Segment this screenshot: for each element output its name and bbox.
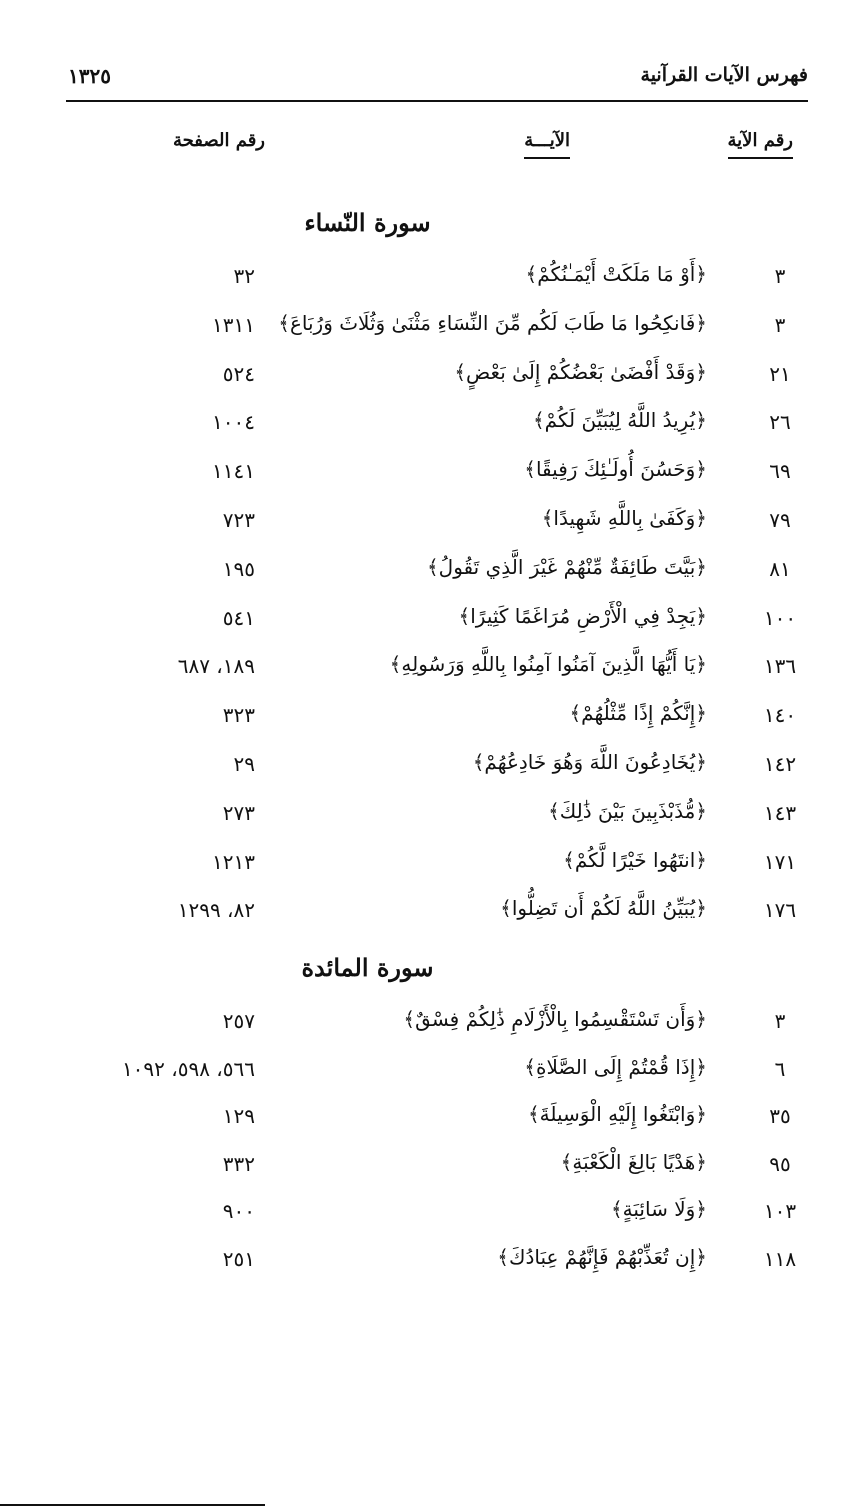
index-row: [0, 502, 855, 542]
verse-text: ﴿مُّذَبْذَبِينَ بَيْنَ ذَٰلِكَ﴾: [548, 799, 707, 823]
verse-text: ﴿يُبَيِّنُ اللَّهُ لَكُمْ أَن تَضِلُّوا﴾: [500, 896, 707, 920]
verse-number: ١٧٦: [763, 898, 797, 922]
column-headers: [0, 130, 855, 170]
verse-number: ٩٥: [769, 1152, 791, 1176]
header-page-number: ١٣٢٥: [68, 64, 111, 88]
page-reference: ٣٢: [233, 264, 255, 288]
page-reference: ٧٢٣: [222, 508, 255, 532]
verse-number: ٧٩: [769, 508, 791, 532]
verse-text: ﴿إِن تُعَذِّبْهُمْ فَإِنَّهُمْ عِبَادُكَ﴾: [497, 1245, 707, 1269]
index-row: [0, 1003, 855, 1043]
verse-number: ٢١: [769, 362, 791, 386]
verse-number: ١٠٠: [763, 606, 797, 630]
verse-text: ﴿يَجِدْ فِي الْأَرْضِ مُرَاغَمًا كَثِيرًا﴾: [458, 604, 707, 628]
verse-number: ٣٥: [769, 1104, 791, 1128]
header-rule: [66, 100, 808, 102]
page-reference: ٢٩: [233, 752, 255, 776]
index-row: [0, 1051, 855, 1091]
verse-number: ٦٩: [769, 459, 791, 483]
verse-text: ﴿وَلَا سَائِبَةٍ﴾: [610, 1197, 707, 1221]
verse-text: ﴿إِنَّكُمْ إِذًا مِّثْلُهُمْ﴾: [569, 701, 707, 725]
index-row: [0, 892, 855, 932]
surah-title: سورة المائدة: [301, 953, 434, 982]
verse-text: ﴿هَدْيًا بَالِغَ الْكَعْبَةِ﴾: [560, 1150, 707, 1174]
index-row: [0, 258, 855, 298]
page-reference: ٢٥١: [222, 1247, 255, 1271]
index-row: [0, 1241, 855, 1281]
page-reference: ١٠٠٤: [212, 410, 255, 434]
page-reference: ١٣١١: [212, 313, 255, 337]
verse-number: ٨١: [769, 557, 791, 581]
verse-text: ﴿فَانكِحُوا مَا طَابَ لَكُم مِّنَ النِّسَاءِ مَثْنَىٰ وَثُلَاثَ وَرُبَاعَ﴾: [278, 311, 707, 335]
verse-number: ١٤٣: [763, 801, 797, 825]
page-reference: ٢٥٧: [222, 1009, 255, 1033]
verse-text: ﴿وَابْتَغُوا إِلَيْهِ الْوَسِيلَةَ﴾: [527, 1102, 707, 1126]
index-row: [0, 844, 855, 884]
surah-heading: [0, 208, 855, 237]
verse-number: ١٠٣: [763, 1199, 797, 1223]
verse-text: ﴿وَكَفَىٰ بِاللَّهِ شَهِيدًا﴾: [541, 506, 707, 530]
verse-text: ﴿وَحَسُنَ أُولَـٰئِكَ رَفِيقًا﴾: [524, 457, 707, 481]
verse-text: ﴿أَوْ مَا مَلَكَتْ أَيْمَـٰنُكُمْ﴾: [525, 262, 707, 286]
page-reference: ١٨٩، ٦٨٧: [177, 654, 255, 678]
column-header-page-number: رقم الصفحة: [0, 130, 265, 1506]
index-row: [0, 404, 855, 444]
index-row: [0, 795, 855, 835]
verse-number: ١٤٠: [763, 703, 797, 727]
index-row: [0, 697, 855, 737]
verse-number: ٣: [774, 1009, 786, 1033]
index-row: [0, 307, 855, 347]
column-header-verse-number: رقم الآية: [728, 130, 793, 159]
surah-title: سورة النّساء: [304, 208, 431, 237]
page-reference: ٣٢٣: [222, 703, 255, 727]
verse-number: ٢٦: [769, 410, 791, 434]
page-reference: ٥٤١: [222, 606, 255, 630]
index-row: [0, 453, 855, 493]
index-row: [0, 1193, 855, 1233]
verse-number: ٣: [774, 264, 786, 288]
verse-number: ١٣٦: [763, 654, 797, 678]
index-row: [0, 551, 855, 591]
verse-number: ١٧١: [763, 850, 797, 874]
page-reference: ٥٦٦، ٥٩٨، ١٠٩٢: [121, 1057, 255, 1081]
index-row: [0, 648, 855, 688]
column-header-verse: الآيـــة: [524, 130, 570, 159]
index-row: [0, 746, 855, 786]
page-reference: ١٢٩: [222, 1104, 255, 1128]
verse-text: ﴿يُخَادِعُونَ اللَّهَ وَهُوَ خَادِعُهُمْ﴾: [472, 750, 707, 774]
page-reference: ٢٧٣: [222, 801, 255, 825]
page-reference: ١١٤١: [212, 459, 255, 483]
verse-text: ﴿بَيَّتَ طَائِفَةٌ مِّنْهُمْ غَيْرَ الَّذِي تَقُولُ﴾: [426, 555, 707, 579]
index-row: [0, 356, 855, 396]
index-row: [0, 600, 855, 640]
verse-number: ٣: [774, 313, 786, 337]
page-reference: ٩٠٠: [222, 1199, 255, 1223]
header-title: فهرس الآيات القرآنية: [640, 64, 808, 86]
page-reference: ٥٢٤: [222, 362, 255, 386]
index-row: [0, 1146, 855, 1186]
verse-text: ﴿يَا أَيُّهَا الَّذِينَ آمَنُوا آمِنُوا بِاللَّهِ وَرَسُولِهِ﴾: [389, 652, 707, 676]
verse-number: ١٤٢: [763, 752, 797, 776]
verse-text: ﴿انتَهُوا خَيْرًا لَّكُمْ﴾: [563, 848, 707, 872]
page-header: [66, 60, 808, 94]
page-reference: ١٩٥: [222, 557, 255, 581]
page-reference: ٣٣٢: [222, 1152, 255, 1176]
verse-text: ﴿إِذَا قُمْتُمْ إِلَى الصَّلَاةِ﴾: [524, 1055, 707, 1079]
verse-number: ١١٨: [763, 1247, 797, 1271]
verse-number: ٦: [774, 1057, 786, 1081]
index-row: [0, 1098, 855, 1138]
verse-text: ﴿وَأَن تَسْتَقْسِمُوا بِالْأَزْلَامِ ذَٰلِكُمْ فِسْقٌ﴾: [403, 1007, 707, 1031]
verse-text: ﴿يُرِيدُ اللَّهُ لِيُبَيِّنَ لَكُمْ﴾: [532, 408, 707, 432]
page-reference: ١٢١٣: [212, 850, 255, 874]
surah-heading: [0, 953, 855, 982]
verse-text: ﴿وَقَدْ أَفْضَىٰ بَعْضُكُمْ إِلَىٰ بَعْضٍ﴾: [454, 360, 707, 384]
page-reference: ٨٢، ١٢٩٩: [177, 898, 255, 922]
